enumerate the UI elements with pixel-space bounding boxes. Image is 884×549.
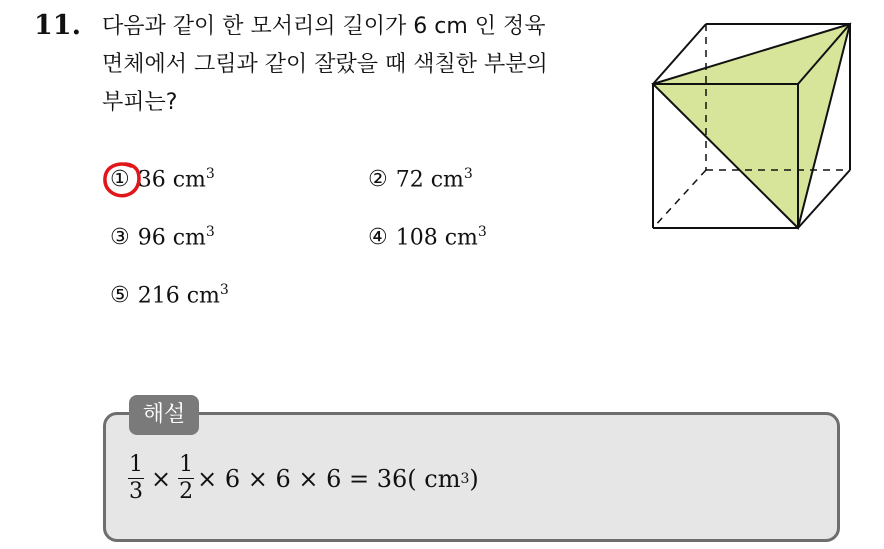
shaded-cut-face — [653, 24, 850, 228]
choice-2-mark: ② — [368, 167, 388, 193]
choice-5-mark: ⑤ — [110, 283, 130, 309]
frac1-numerator: 1 — [129, 452, 143, 477]
choice-4[interactable] — [368, 224, 487, 250]
fraction-one-half — [178, 452, 194, 505]
choice-2-exp: 3 — [463, 166, 473, 182]
choice-1-mark: ① — [110, 167, 130, 193]
cube-figure — [640, 8, 860, 233]
choice-5-value: 216 — [137, 283, 180, 309]
choice-1-exp: 3 — [205, 166, 215, 182]
question-line-1: 다음과 같이 한 모서리의 길이가 6 cm 인 정육 — [102, 14, 546, 39]
choice-4-unit: cm — [444, 225, 478, 251]
choice-5[interactable] — [110, 282, 229, 308]
frac2-numerator: 1 — [179, 452, 194, 477]
answer-circle-annotation — [101, 160, 145, 200]
question-text — [102, 8, 627, 122]
frac2-denominator: 2 — [179, 479, 194, 504]
times-sign: × — [151, 464, 172, 493]
choice-3-exp: 3 — [205, 224, 215, 240]
question-line-2: 면체에서 그림과 같이 잘랐을 때 색칠한 부분의 — [102, 52, 548, 77]
formula-exp: 3 — [460, 470, 470, 487]
choice-3[interactable] — [110, 224, 215, 250]
solution-formula — [125, 452, 479, 505]
choice-4-exp: 3 — [477, 224, 487, 240]
choice-4-mark: ④ — [368, 225, 388, 251]
choice-1-value: 36 — [137, 167, 166, 193]
frac1-denominator: 3 — [129, 479, 143, 504]
solution-tag: 해설 — [129, 395, 199, 435]
choice-2-unit: cm — [430, 167, 464, 193]
question-line-3: 부피는? — [102, 90, 178, 115]
choice-3-unit: cm — [172, 225, 206, 251]
formula-rest: × 6 × 6 × 6 = 36( cm — [197, 464, 461, 493]
choice-5-unit: cm — [186, 283, 220, 309]
fraction-one-third — [128, 452, 144, 505]
choice-2-value: 72 — [395, 167, 424, 193]
choice-4-value: 108 — [395, 225, 438, 251]
formula-close: ) — [469, 464, 479, 493]
choice-2[interactable] — [368, 166, 473, 192]
choice-3-value: 96 — [137, 225, 166, 251]
choice-3-mark: ③ — [110, 225, 130, 251]
question-number: 11. — [34, 10, 81, 41]
choice-1-unit: cm — [172, 167, 206, 193]
choice-5-exp: 3 — [219, 282, 229, 298]
